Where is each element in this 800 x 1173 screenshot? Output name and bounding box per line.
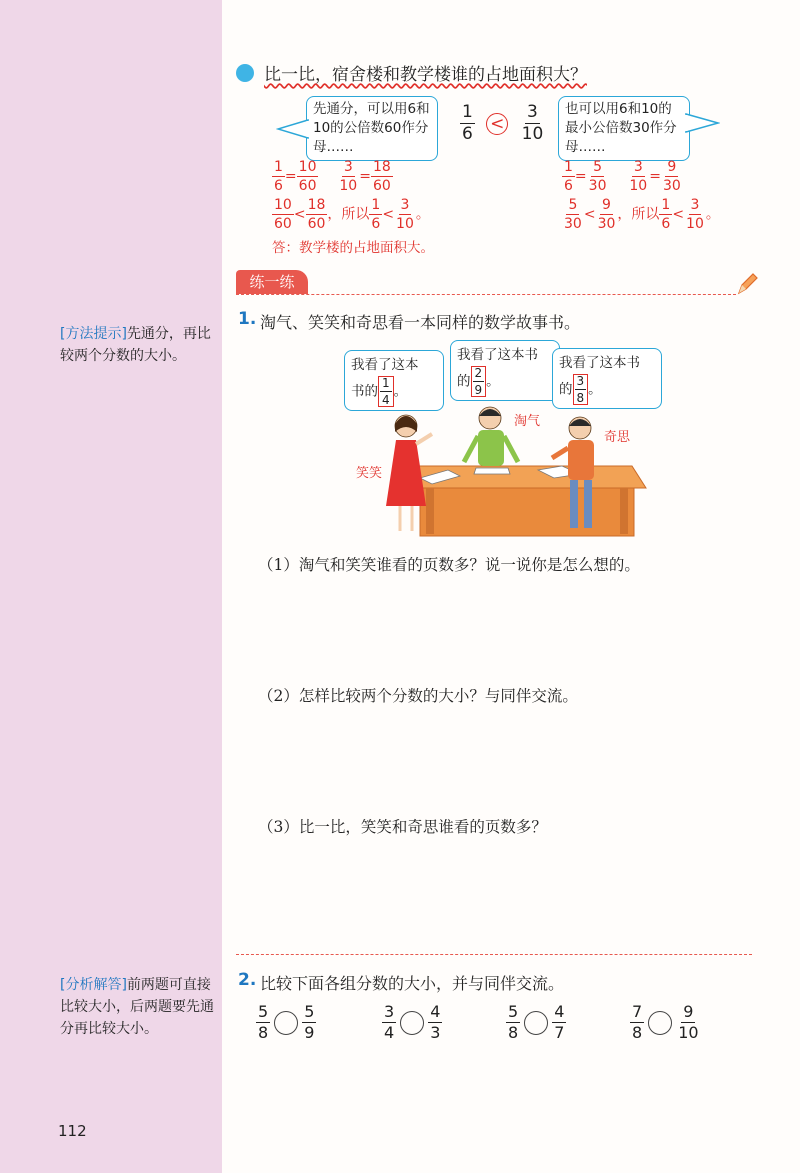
right-speech-bubble: 也可以用6和10的最小公倍数30作分母…… [558,96,690,161]
bullet-dot-icon [236,64,254,82]
analysis-tip-text: 前两题可直接比较大小，后两题要先通分再比较大小。 [60,977,214,1037]
q1-number: 1. [238,309,257,329]
section-divider [236,294,736,295]
q2-pair-1: $\frac{5}{8}$ $\frac{5}{9}$ [258,1002,315,1042]
section-badge: 练一练 [236,270,308,294]
q2-number: 2. [238,970,257,990]
intro-question: 比一比，宿舍楼和教学楼谁的占地面积大？ [264,65,587,85]
q1-sub1: （1）淘气和笑笑谁看的页数多？说一说你是怎么想的。 [258,556,640,574]
right-work-row2: $\frac{5}{30}$ < $\frac{9}{30}$ ，所以 $\frac{1}{6}$ < $\frac{3}{10}$ 。 [564,197,720,232]
compare-sign: < [486,113,508,135]
answer-circle[interactable] [274,1011,298,1035]
left-work-row2: $\frac{10}{60}$ < $\frac{18}{60}$ ，所以 $\frac{1}{6}$ < $\frac{3}{10}$ 。 [274,197,430,232]
compare-expression: $\frac{1}{6}$ < $\frac{3}{10}$ [462,102,544,144]
kids-reading-illustration [340,396,660,546]
left-work-answer: 答：教学楼的占地面积大。 [272,240,434,256]
q1-sub2: （2）怎样比较两个分数的大小？与同伴交流。 [258,687,578,705]
q1-sub3: （3）比一比，笑笑和奇思谁看的页数多？ [258,818,547,836]
answer-circle[interactable] [524,1011,548,1035]
method-tip-text: 先通分，再比较两个分数的大小。 [60,326,211,364]
page-number: 112 [58,1122,87,1140]
q2-pair-2: $\frac{3}{4}$ $\frac{4}{3}$ [384,1002,441,1042]
answer-circle[interactable] [400,1011,424,1035]
q1-text: 淘气、笑笑和奇思看一本同样的数学故事书。 [260,313,581,332]
analysis-tip [60,974,220,1040]
question-divider [236,954,752,955]
right-work-row1: $\frac{1}{6}$ = $\frac{5}{30}$ $\frac{3}{10}$ = $\frac{9}{30}$ [564,159,681,194]
qisi-bubble: 我看了这本书 的 $\frac{3}{8}$ 。 [552,348,662,409]
left-bubble-tail-icon [276,118,310,140]
method-tip [60,323,220,367]
q2-pair-4: $\frac{7}{8}$ $\frac{9}{10}$ [632,1002,699,1042]
left-speech-bubble: 先通分，可以用6和10的公倍数60作分母…… [306,96,438,161]
right-bubble-tail-icon [684,112,720,134]
xiaoxiao-bubble: 我看了这本 书的 $\frac{1}{4}$ 。 [344,350,444,411]
q2-pair-3: $\frac{5}{8}$ $\frac{4}{7}$ [508,1002,565,1042]
name-xiaoxiao: 笑笑 [356,466,383,481]
name-qisi: 奇思 [604,430,631,445]
left-work-row1: $\frac{1}{6}$ = $\frac{10}{60}$ $\frac{3}{10}$ = $\frac{18}{60}$ [274,159,391,194]
method-tip-tag: [方法提示] [60,326,127,342]
name-taoqi: 淘气 [514,414,541,429]
taoqi-bubble: 我看了这本书 的 $\frac{2}{9}$ 。 [450,340,560,401]
q2-text: 比较下面各组分数的大小，并与同伴交流。 [260,974,565,993]
answer-circle[interactable] [648,1011,672,1035]
pencil-icon [736,272,758,296]
analysis-tip-tag: [分析解答] [60,977,127,993]
